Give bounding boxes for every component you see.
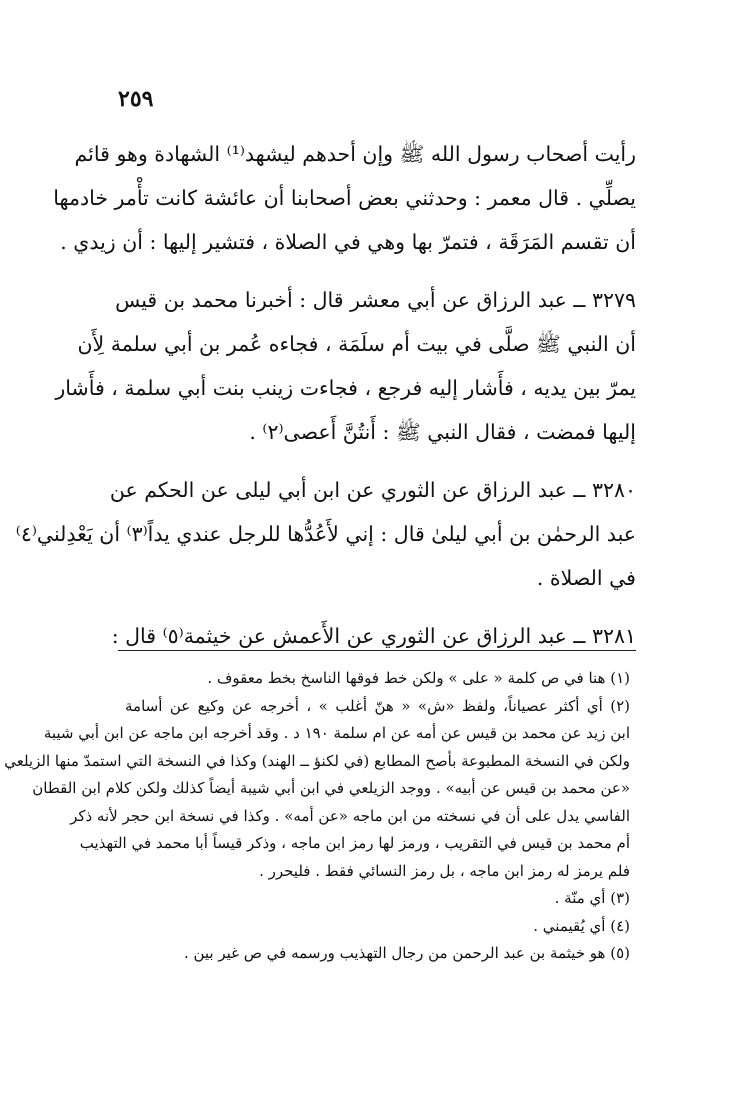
footnote-line: أم محمد بن قيس في التقريب ، ورمز لها رمز ابن ماجه ، وذكر قيساً أبا محمد في التهذيب <box>79 834 630 852</box>
text-line: يصلِّي . قال معمر : وحدثني بعض أصحابنا أن عائشة كانت تأْمر خادمها <box>53 186 636 210</box>
page-number: ٢٥٩ <box>118 86 154 112</box>
footnote-line: «عن محمد بن قيس عن أبيه» . ووجد الزيلعي في ابن أبي شيبة أيضاً كذلك ولكن كلام ابن القطان <box>32 779 630 797</box>
footnote-line: (٢) أي أكثر عصياناً، ولفظ «ش» « هنّ أغلب » ، أخرجه عن وكيع عن أسامة <box>125 696 630 715</box>
footnote-line: ابن زيد عن محمد بن قيس عن أمه عن ام سلمة ١٩٠ د . وقد أخرجه ابن ماجه عن ابن أبي شيبة <box>43 724 630 742</box>
text-line: رأيت أصحاب رسول الله ﷺ وإن أحدهم ليشهد⁽¹⁾ الشهادة وهو قائم <box>74 142 636 166</box>
footnote-line: ولكن في النسخة المطبوعة بأصح المطابع (في لكنؤ ــ الهند) وكذا في النسخة التي استمدّ منها الزيلعي <box>4 751 630 770</box>
paragraph-hadith-3281 <box>111 614 636 658</box>
text-line: ٣٢٧٩ ــ عبد الرزاق عن أبي معشر قال : أخبرنا محمد بن قيس <box>115 288 636 312</box>
paragraph-hadith-3279 <box>55 278 636 454</box>
text-line: في الصلاة . <box>536 566 636 590</box>
text-line: أن النبي ﷺ صلَّى في بيت أم سلَمَة ، فجاءه عُمر بن أبي سلمة لِأَن <box>77 332 636 356</box>
text-line: ٣٢٨٠ ــ عبد الرزاق عن الثوري عن ابن أبي ليلى عن الحكم عن <box>109 478 636 502</box>
text-line: عبد الرحمٰن بن أبي ليلىٰ قال : إني لأَعُدُّها للرجل عندي يداً⁽٣⁾ أن يَعْدِلني⁽٤⁾ <box>15 522 636 546</box>
footnote-1: (١) هنا في ص كلمة « على » ولكن خط فوقها الناسخ بخط معقوف . <box>207 669 630 687</box>
footnote-3: (٣) أي منّة . <box>554 889 630 907</box>
footnotes <box>4 665 630 968</box>
text-line: يمرّ بين يديه ، فأَشار إليه فرجع ، فجاءت زينب بنت أبي سلمة ، فأَشار <box>55 376 636 400</box>
footnote-5: (٥) هو خيثمة بن عبد الرحمن من رجال التهذيب ورسمه في ص غير بين . <box>183 944 630 962</box>
footnote-line: الفاسي يدل على أن في نسخته من ابن ماجه «عن أمه» . وكذا في نسخة ابن حجر لأنه ذكر <box>70 806 630 825</box>
paragraph-continuation <box>53 132 636 264</box>
text-line: ٣٢٨١ ــ عبد الرزاق عن الثوري عن الأَعمش عن خيثمة⁽٥⁾ قال : <box>111 624 636 648</box>
footnote-4: (٤) أي يُقيمني . <box>533 916 630 935</box>
text-line: إليها فمضت ، فقال النبي ﷺ : أَنتُنَّ أَعصى⁽٢⁾ . <box>249 420 636 444</box>
footnote-divider <box>118 650 636 651</box>
footnote-line: فلم يرمز له رمز ابن ماجه ، بل رمز النسائي فقط . فليحرر . <box>259 861 630 880</box>
footnote-2 <box>4 693 630 886</box>
paragraph-hadith-3280 <box>15 468 636 600</box>
main-text <box>15 132 636 672</box>
text-line: أن تقسم المَرَقَة ، فتمرّ بها وهي في الصلاة ، فتشير إليها : أن زيدي . <box>60 230 636 254</box>
